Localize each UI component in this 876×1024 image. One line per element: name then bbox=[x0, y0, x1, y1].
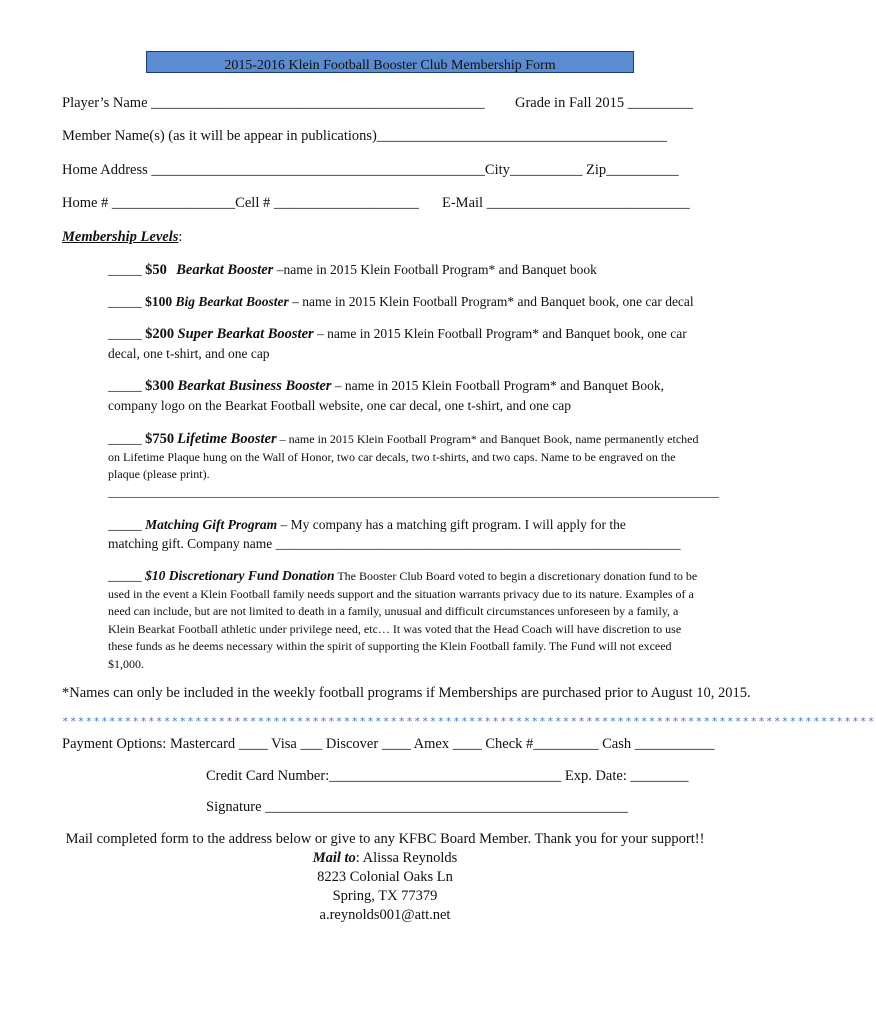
star-divider: ******************************************************************************************************** bbox=[62, 715, 876, 728]
player-name-field[interactable]: Player’s Name ______________________________________________ bbox=[62, 95, 485, 111]
form-title: 2015-2016 Klein Football Booster Club Membership Form bbox=[146, 51, 634, 73]
level-50[interactable]: _____ $50 Bearkat Booster –name in 2015 Klein Football Program* and Banquet book bbox=[108, 262, 597, 278]
engraving-name-line[interactable]: ______________________________________________________________________________________________ bbox=[108, 484, 719, 499]
mail-instructions: Mail completed form to the address below or give to any KFBC Board Member. Thank you for your support!! bbox=[65, 831, 705, 847]
payment-options[interactable]: Payment Options: Mastercard ____ Visa ___ Discover ____ Amex ____ Check #_________ Cash ___________ bbox=[62, 736, 715, 752]
grade-field[interactable]: Grade in Fall 2015 _________ bbox=[515, 95, 694, 111]
mail-city: Spring, TX 77379 bbox=[332, 888, 438, 904]
level-200[interactable]: _____ $200 Super Bearkat Booster – name in 2015 Klein Football Program* and Banquet book, one car decal, one t-shirt, and one cap bbox=[108, 326, 687, 361]
mail-to-line: Mail to: Alissa Reynolds bbox=[312, 850, 458, 866]
membership-levels-heading: Membership Levels: bbox=[62, 229, 183, 245]
names-note: *Names can only be included in the weekly football programs if Memberships are purchased prior to August 10, 2015. bbox=[62, 685, 751, 701]
discretionary-text-line: $1,000. bbox=[108, 656, 144, 671]
discretionary-text-line: used in the event a Klein Football family needs support and the situation warrants privacy due to its nature. Examples of a bbox=[108, 586, 694, 601]
signature-field[interactable]: Signature __________________________________________________ bbox=[206, 799, 628, 815]
level-750[interactable]: _____ $750 Lifetime Booster – name in 2015 Klein Football Program* and Banquet Book, name permanently etched on Lifetime Plaque hung on the Wall of Honor, two car decals, two t-shirts, and two caps. Name to be engraved on the plaque (please print). ______________________________________________________________________________________________ bbox=[108, 431, 719, 499]
credit-card-field[interactable]: Credit Card Number:________________________________ Exp. Date: ________ bbox=[206, 768, 689, 784]
mail-email: a.reynolds001@att.net bbox=[319, 907, 451, 923]
discretionary-fund[interactable]: _____ $10 Discretionary Fund Donation The Booster Club Board voted to begin a discretionary donation fund to be used in the event a Klein Football family needs support and the situation warrants privacy due to its nature. Examples of a need can include, but are not limited to death in a family, unusual and difficult circumstances unforeseen by a family, a Klein Bearkat Football athletic under privilege need, etc… It was voted that the Head Coach will have discretion to use these funds as he deems necessary within the spirit of supporting the Klein Football family. The Fund will not exceed $1,000. bbox=[108, 567, 697, 673]
home-address-field[interactable]: Home Address ______________________________________________City__________ Zip__________ bbox=[62, 162, 679, 178]
discretionary-text-line: Klein Bearkat Football athletic under privilege need, etc… It was voted that the Head Coach will have discretion to use bbox=[108, 621, 682, 636]
matching-gift[interactable]: _____ Matching Gift Program – My company has a matching gift program. I will apply for the matching gift. Company name ____________________________________________________________ bbox=[108, 517, 681, 551]
home-cell-phone-field[interactable]: Home # _________________Cell # ____________________ bbox=[62, 195, 419, 211]
email-field[interactable]: E-Mail ____________________________ bbox=[442, 195, 690, 211]
mail-street: 8223 Colonial Oaks Ln bbox=[317, 869, 453, 885]
level-300[interactable]: _____ $300 Bearkat Business Booster – name in 2015 Klein Football Program* and Banquet Book, company logo on the Bearkat Football website, one car decal, one t-shirt, and one cap bbox=[108, 378, 664, 413]
level-100[interactable]: _____ $100 Big Bearkat Booster – name in 2015 Klein Football Program* and Banquet book, one car decal bbox=[108, 294, 694, 309]
member-names-field[interactable]: Member Name(s) (as it will be appear in publications)________________________________________ bbox=[62, 128, 667, 144]
discretionary-text-line: need can include, but are not limited to death in a family, unusual and difficult circumstances unforeseen by a family, a bbox=[108, 604, 679, 618]
discretionary-text-line: these funds as he deems necessary within the spirit of supporting the Klein Football family. The Fund will not exceed bbox=[108, 639, 672, 653]
